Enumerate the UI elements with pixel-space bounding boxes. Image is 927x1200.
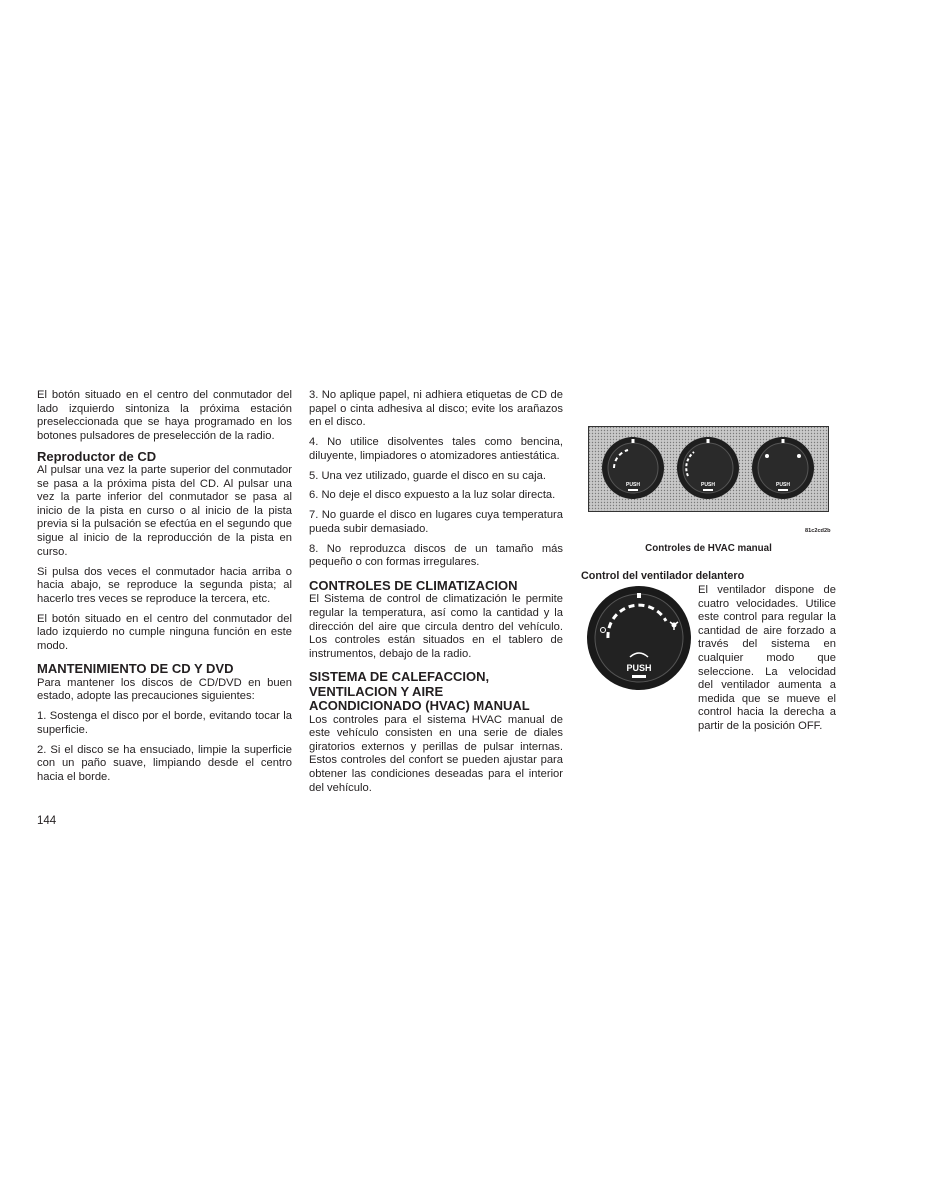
list-item: 7. No guarde el disco en lugares cuya temperatura pueda subir demasiado. bbox=[309, 509, 563, 535]
push-label: PUSH bbox=[626, 663, 652, 673]
temperature-dial-icon bbox=[602, 437, 664, 499]
fan-control-text: El ventilador dispone de cuatro velocidades. Utilice este control para regular la cantidad de aire forzado a través del sistema en cualquier modo que seleccione. La velocidad del ventilador aumenta a medida que se mueve el control hacia la derecha a partir de la posición OFF. bbox=[698, 584, 836, 732]
figure-caption: Controles de HVAC manual bbox=[645, 543, 772, 554]
paragraph: El botón situado en el centro del conmutador del lado izquierdo sintoniza la próxima estación preseleccionada que se haya programado en los botones pulsadores de preselección de la radio. bbox=[37, 389, 292, 442]
svg-text:PUSH: PUSH bbox=[626, 482, 640, 488]
left-column bbox=[37, 389, 292, 791]
paragraph: El botón situado en el centro del conmutador del lado izquierdo no cumple ninguna función en este modo. bbox=[37, 612, 292, 652]
section-heading: SISTEMA DE CALEFACCION, VENTILACION Y AIRE ACONDICIONADO (HVAC) MANUAL bbox=[309, 669, 530, 714]
paragraph: Los controles para el sistema HVAC manual de este vehículo consisten en una serie de diales giratorios externos y perillas de pulsar internas. Estos controles del confort se pueden ajustar para obtener las condiciones deseadas para el interior del vehículo. bbox=[309, 713, 563, 794]
hvac-panel-figure bbox=[588, 426, 829, 512]
section-heading: CONTROLES DE CLIMATIZACION bbox=[309, 578, 518, 594]
list-item: 6. No deje el disco expuesto a la luz solar directa. bbox=[309, 489, 556, 502]
list-item: 5. Una vez utilizado, guarde el disco en su caja. bbox=[309, 469, 546, 482]
list-item: 8. No reproduzca discos de un tamaño más pequeño o con formas irregulares. bbox=[309, 542, 563, 569]
list-item: 2. Si el disco se ha ensuciado, limpie la superficie con un paño suave, limpiando desde el centro hacia el borde. bbox=[37, 743, 292, 783]
paragraph: El Sistema de control de climatización le permite regular la temperatura, así como la cantidad y la dirección del aire que circula dentro del vehículo. Los controles están situados en el tablero de instrumentos, debajo de la radio. bbox=[309, 593, 563, 660]
fan-knob-figure bbox=[586, 585, 692, 691]
mode-dial-icon bbox=[752, 437, 814, 499]
svg-text:PUSH: PUSH bbox=[701, 482, 715, 488]
paragraph: Para mantener los discos de CD/DVD en buen estado, adopte las precauciones siguientes: bbox=[37, 676, 292, 703]
fan-dial-icon bbox=[677, 437, 739, 499]
section-heading: MANTENIMIENTO DE CD Y DVD bbox=[37, 661, 234, 677]
list-item: 3. No aplique papel, ni adhiera etiquetas de CD de papel o cinta adhesiva al disco; evite los arañazos en el disco. bbox=[309, 389, 563, 429]
paragraph: Si pulsa dos veces el conmutador hacia arriba o hacia abajo, se reproduce la segunda pista; al hacerlo tres veces se reproduce la tercera, etc. bbox=[37, 565, 292, 605]
list-item: 4. No utilice disolventes tales como bencina, diluyente, limpiadores o atomizadores antiestática. bbox=[309, 436, 563, 462]
figure-code: 81c2cd2b bbox=[805, 528, 831, 534]
subheading: Control del ventilador delantero bbox=[581, 570, 745, 582]
paragraph: Al pulsar una vez la parte superior del conmutador se pasa a la próxima pista del CD. Al pulsar una vez la parte inferior del conmutador se pasa al inicio de la pista en curso o al inicio de la pista previa si la pulsación se efectúa en el segundo que sigue al inicio de la reproducción de la pista en curso. bbox=[37, 464, 292, 558]
section-heading: Reproductor de CD bbox=[37, 448, 157, 464]
middle-column bbox=[309, 389, 563, 801]
svg-text:PUSH: PUSH bbox=[776, 482, 790, 488]
list-item: 1. Sostenga el disco por el borde, evitando tocar la superficie. bbox=[37, 710, 292, 736]
page-number: 144 bbox=[37, 815, 57, 827]
